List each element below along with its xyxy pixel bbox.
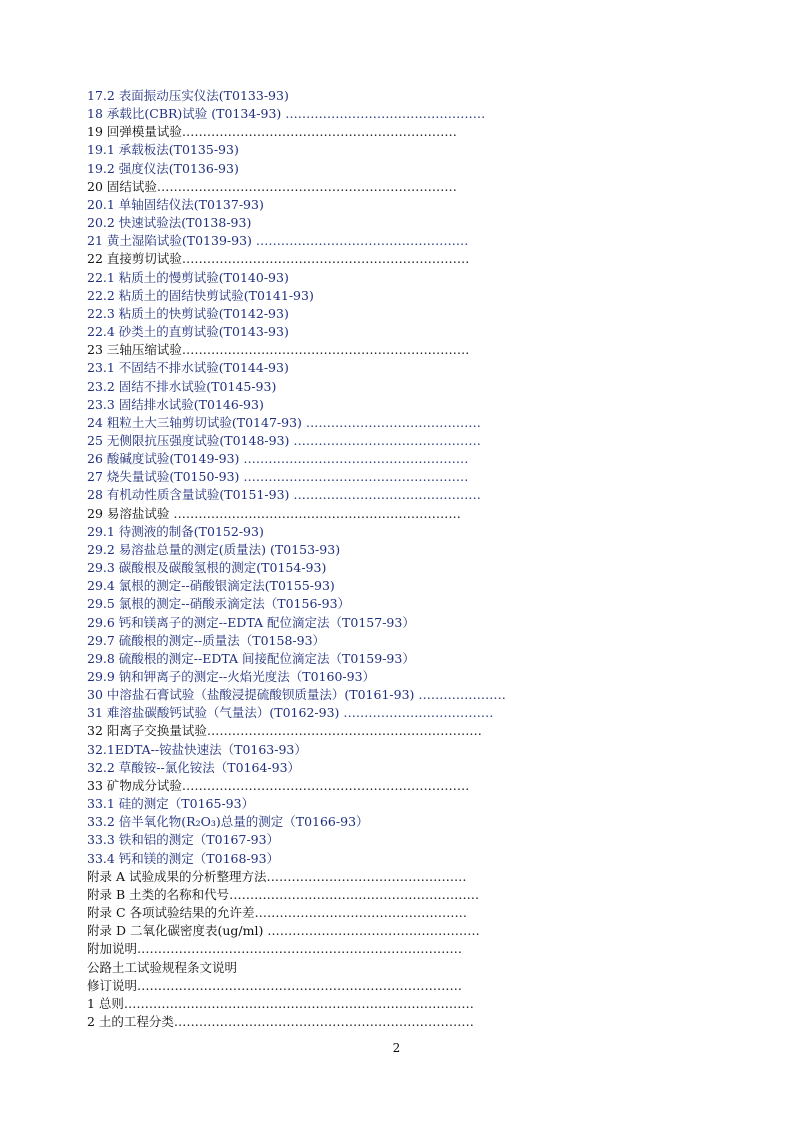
toc-entry: 23 三轴压缩试验…………………………………………………………… — [87, 342, 470, 358]
toc-entry[interactable]: 21 黄土湿陷试验(T0139-93) …………………………………………… — [87, 233, 469, 249]
toc-entry[interactable]: 28 有机动性质含量试验(T0151-93) ……………………………………… — [87, 487, 481, 503]
toc-entry: 2 土的工程分类……………………………………………………………… — [87, 1013, 474, 1029]
toc-entry: 修订说明…………………………………………………………………… — [87, 977, 463, 993]
toc-entry: 19 回弹模量试验………………………………………………………… — [87, 124, 457, 140]
toc-entry: 29 易溶盐试验 …………………………………………………………… — [87, 505, 461, 521]
toc-entry[interactable]: 29.3 碳酸根及碳酸氢根的测定(T0154-93) — [87, 560, 327, 576]
toc-entry[interactable]: 29.7 硫酸根的测定--质量法（T0158-93） — [87, 632, 326, 648]
toc-entry[interactable]: 22.4 砂类土的直剪试验(T0143-93) — [87, 324, 289, 340]
toc-entry[interactable]: 17.2 表面振动压实仪法(T0133-93) — [87, 88, 289, 103]
toc-entry: 22 直接剪切试验…………………………………………………………… — [87, 251, 470, 267]
toc-entry[interactable]: 33.4 钙和镁的测定（T0168-93） — [87, 850, 280, 866]
toc-entry[interactable]: 29.9 钠和钾离子的测定--火焰光度法（T0160-93） — [87, 669, 376, 684]
toc-entry[interactable]: 23.1 不固结不排水试验(T0144-93) — [87, 360, 289, 376]
toc-entry: 附录 A 试验成果的分析整理方法………………………………………… — [87, 868, 467, 884]
toc-entry: 附加说明…………………………………………………………………… — [87, 941, 463, 957]
toc-entry[interactable]: 24 粗粒土大三轴剪切试验(T0147-93) …………………………………… — [87, 414, 481, 430]
toc-entry[interactable]: 29.8 硫酸根的测定--EDTA 间接配位滴定法（T0159-93） — [87, 650, 415, 666]
toc-entry[interactable]: 19.1 承载板法(T0135-93) — [87, 142, 239, 158]
toc-entry[interactable]: 32.1EDTA--铵盐快速法（T0163-93） — [87, 741, 307, 757]
toc-entry[interactable]: 25 无侧限抗压强度试验(T0148-93) ……………………………………… — [87, 432, 481, 448]
toc-entry[interactable]: 23.3 固结排水试验(T0146-93) — [87, 396, 264, 412]
toc-entry: 33 矿物成分试验…………………………………………………………… — [87, 777, 470, 793]
toc-entry: 公路土工试验规程条文说明 — [87, 959, 238, 975]
table-of-contents — [87, 87, 607, 1031]
toc-entry[interactable]: 22.3 粘质土的快剪试验(T0142-93) — [87, 305, 289, 321]
toc-entry: 1 总则………………………………………………………………………… — [87, 995, 474, 1011]
toc-entry[interactable]: 27 烧失量试验(T0150-93) ……………………………………………… — [87, 469, 469, 485]
toc-entry: 20 固结试验……………………………………………………………… — [87, 178, 457, 194]
toc-entry: 附录 D 二氧化碳密度表(ug/ml) …………………………………………… — [87, 923, 480, 939]
toc-entry: 附录 B 土类的名称和代号…………………………………………………… — [87, 886, 480, 902]
toc-entry[interactable]: 30 中溶盐石膏试验（盐酸浸提硫酸钡质量法）(T0161-93) ………………… — [87, 687, 506, 703]
toc-entry[interactable]: 33.2 倍半氧化物(R₂O₃)总量的测定（T0166-93） — [87, 814, 369, 830]
toc-entry[interactable]: 23.2 固结不排水试验(T0145-93) — [87, 378, 277, 394]
toc-entry[interactable]: 31 难溶盐碳酸钙试验（气量法）(T0162-93) ……………………………… — [87, 705, 494, 721]
toc-entry[interactable]: 29.1 待测液的制备(T0152-93) — [87, 523, 264, 539]
toc-entry[interactable]: 29.5 氯根的测定--硝酸汞滴定法（T0156-93） — [87, 596, 351, 612]
toc-entry[interactable]: 33.1 硅的测定（T0165-93） — [87, 796, 255, 812]
toc-entry[interactable]: 29.6 钙和镁离子的测定--EDTA 配位滴定法（T0157-93） — [87, 614, 415, 630]
toc-entry[interactable]: 32.2 草酸铵--氯化铵法（T0164-93） — [87, 759, 301, 775]
toc-entry[interactable]: 29.4 氯根的测定--硝酸银滴定法(T0155-93) — [87, 578, 335, 594]
toc-entry[interactable]: 29.2 易溶盐总量的测定(质量法) (T0153-93) — [87, 541, 341, 557]
page-number: 2 — [392, 1041, 401, 1055]
toc-entry[interactable]: 20.2 快速试验法(T0138-93) — [87, 215, 252, 231]
toc-entry[interactable]: 33.3 铁和铝的测定（T0167-93） — [87, 832, 280, 848]
toc-entry[interactable]: 22.1 粘质土的慢剪试验(T0140-93) — [87, 269, 289, 285]
toc-entry[interactable]: 26 酸碱度试验(T0149-93) ……………………………………………… — [87, 451, 469, 467]
toc-entry: 附录 C 各项试验结果的允许差…………………………………………… — [87, 905, 468, 921]
toc-entry[interactable]: 22.2 粘质土的固结快剪试验(T0141-93) — [87, 287, 314, 303]
toc-entry[interactable]: 20.1 单轴固结仪法(T0137-93) — [87, 196, 264, 212]
toc-entry: 32 阳离子交换量试验………………………………………………………… — [87, 723, 482, 739]
toc-entry[interactable]: 18 承载比(CBR)试验 (T0134-93) ………………………………………… — [87, 106, 486, 122]
toc-entry[interactable]: 19.2 强度仪法(T0136-93) — [87, 160, 239, 176]
